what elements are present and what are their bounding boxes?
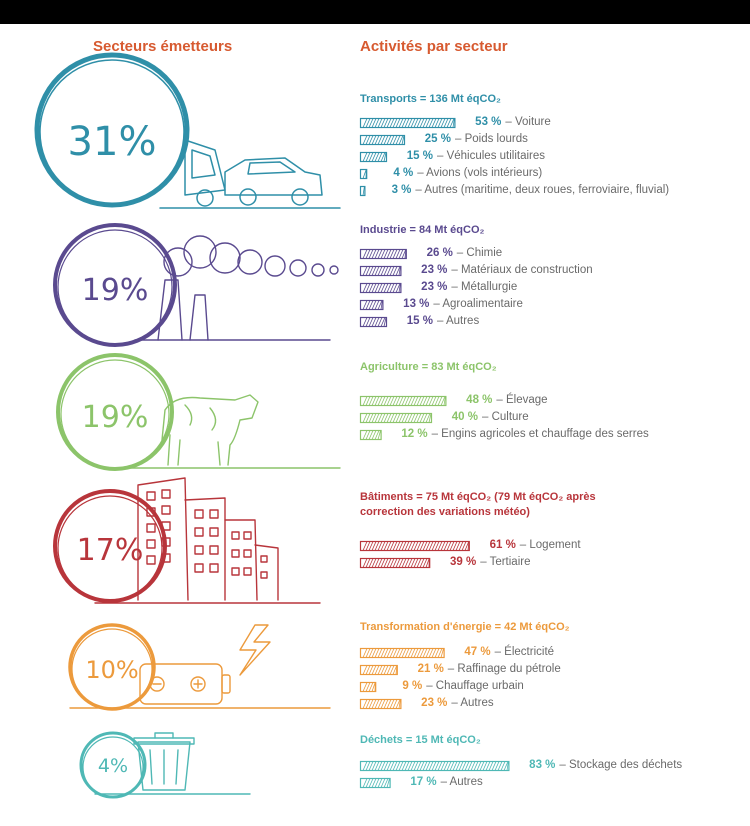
activity-percent: 83 % bbox=[529, 759, 556, 771]
activity-bar bbox=[360, 186, 365, 196]
activity-row bbox=[360, 555, 740, 572]
sector-title-batiments: Bâtiments = 75 Mt éqCO₂ (79 Mt éqCO₂ après correction des variations météo) bbox=[360, 491, 596, 518]
activity-row bbox=[360, 679, 740, 696]
sector-title-agriculture: Agriculture = 83 Mt éqCO₂ bbox=[360, 361, 497, 373]
activity-row bbox=[360, 166, 740, 183]
activity-row bbox=[360, 314, 740, 331]
activity-label: – Raffinage du pétrole bbox=[447, 663, 561, 675]
activity-percent: 47 % bbox=[464, 646, 491, 658]
activity-percent: 15 % bbox=[406, 315, 433, 327]
sector-industrie-illustration bbox=[55, 225, 338, 345]
sector-block-energie bbox=[360, 620, 740, 713]
sector-block-transports bbox=[360, 92, 740, 200]
activity-row bbox=[360, 758, 740, 775]
activity-list bbox=[360, 115, 740, 200]
activity-percent: 48 % bbox=[466, 394, 493, 406]
left-column-heading: Secteurs émetteurs bbox=[93, 38, 233, 55]
activity-bar bbox=[360, 152, 387, 162]
activity-row bbox=[360, 427, 740, 444]
activity-label: – Poids lourds bbox=[455, 133, 528, 145]
activity-row bbox=[360, 645, 740, 662]
activity-percent: 17 % bbox=[410, 776, 437, 788]
activity-label: – Autres bbox=[440, 776, 483, 788]
activity-percent: 61 % bbox=[489, 539, 516, 551]
activity-bar bbox=[360, 118, 455, 128]
activity-row bbox=[360, 263, 740, 280]
activity-label: – Élevage bbox=[496, 394, 548, 406]
activity-percent: 23 % bbox=[421, 697, 448, 709]
activity-percent: 39 % bbox=[449, 556, 477, 568]
activity-label: – Avions (vols intérieurs) bbox=[417, 167, 543, 179]
activity-row bbox=[360, 696, 740, 713]
activity-row bbox=[360, 662, 740, 679]
activity-list bbox=[360, 538, 740, 572]
activity-percent: 12 % bbox=[401, 428, 428, 440]
activity-percent: 15 % bbox=[406, 150, 433, 162]
activity-label: – Stockage des déchets bbox=[559, 759, 683, 771]
sector-agriculture-illustration bbox=[58, 355, 340, 469]
activity-bar bbox=[360, 665, 398, 675]
activity-row bbox=[360, 280, 740, 297]
activity-bar bbox=[360, 396, 446, 406]
activity-row bbox=[360, 393, 740, 410]
activity-label: – Chimie bbox=[456, 247, 503, 259]
sector-title-energie: Transformation d'énergie = 42 Mt éqCO₂ bbox=[360, 621, 570, 633]
sector-batiments-illustration bbox=[55, 478, 320, 603]
activity-percent: 25 % bbox=[424, 133, 451, 145]
activity-row bbox=[360, 132, 740, 149]
sector-title-dechets: Déchets = 15 Mt éqCO₂ bbox=[360, 734, 481, 746]
activity-bar bbox=[360, 266, 401, 276]
activity-bar bbox=[360, 169, 367, 179]
sector-block-dechets bbox=[360, 733, 740, 792]
activity-bar bbox=[360, 699, 401, 709]
activity-label: – Chauffage urbain bbox=[426, 680, 524, 692]
sector-share-industrie: 19% bbox=[81, 273, 149, 308]
activity-percent: 3 % bbox=[391, 184, 412, 196]
activity-bar bbox=[360, 430, 382, 440]
activity-label: – Engins agricoles et chauffage des serres bbox=[431, 428, 649, 440]
activity-row bbox=[360, 149, 740, 166]
sector-title-industrie: Industrie = 84 Mt éqCO₂ bbox=[360, 224, 485, 236]
activity-percent: 26 % bbox=[426, 247, 453, 259]
activity-bar bbox=[360, 249, 407, 259]
activity-row bbox=[360, 115, 740, 132]
activity-percent: 53 % bbox=[475, 116, 502, 128]
cow-icon bbox=[130, 395, 340, 468]
activity-percent: 4 % bbox=[393, 167, 414, 179]
truck-car-icon bbox=[160, 140, 340, 208]
activity-percent: 23 % bbox=[421, 281, 448, 293]
activity-label: – Autres (maritime, deux roues, ferroviaire, fluvial) bbox=[415, 184, 670, 196]
activity-list bbox=[360, 645, 740, 713]
activity-row bbox=[360, 775, 740, 792]
activity-row bbox=[360, 297, 740, 314]
activity-label: – Tertiaire bbox=[480, 556, 531, 568]
sector-energie-illustration bbox=[70, 625, 330, 709]
activity-bar bbox=[360, 135, 405, 145]
activity-label: – Culture bbox=[482, 411, 529, 423]
sector-block-industrie bbox=[360, 223, 740, 331]
sector-block-batiments bbox=[360, 490, 740, 572]
activity-row bbox=[360, 410, 740, 427]
activity-list bbox=[360, 758, 740, 792]
activity-percent: 21 % bbox=[417, 663, 444, 675]
activity-bar bbox=[360, 541, 470, 551]
right-column-heading: Activités par secteur bbox=[360, 38, 508, 55]
activity-label: – Électricité bbox=[494, 646, 555, 658]
sector-share-transports: 31% bbox=[67, 119, 157, 165]
sector-dechets-illustration bbox=[81, 733, 250, 797]
activity-bar bbox=[360, 317, 387, 327]
activity-label: – Véhicules utilitaires bbox=[437, 150, 546, 162]
activity-list bbox=[360, 246, 740, 331]
sector-share-agriculture: 19% bbox=[81, 400, 149, 435]
activity-bar bbox=[360, 761, 509, 771]
activity-bar bbox=[360, 682, 376, 692]
sector-title-transports: Transports = 136 Mt éqCO₂ bbox=[360, 93, 501, 105]
activity-percent: 9 % bbox=[402, 680, 423, 692]
activity-label: – Agroalimentaire bbox=[433, 298, 523, 310]
activity-row bbox=[360, 183, 740, 200]
activity-label: – Autres bbox=[451, 697, 494, 709]
activity-percent: 23 % bbox=[421, 264, 448, 276]
sector-transports-illustration bbox=[37, 55, 340, 208]
activity-label: – Logement bbox=[519, 539, 581, 551]
activity-bar bbox=[360, 283, 401, 293]
activity-label: – Voiture bbox=[505, 116, 551, 128]
activity-bar bbox=[360, 413, 432, 423]
activity-label: – Métallurgie bbox=[451, 281, 518, 293]
activity-bar bbox=[360, 300, 383, 310]
activity-bar bbox=[360, 558, 430, 568]
activity-percent: 13 % bbox=[403, 298, 430, 310]
activity-list bbox=[360, 393, 740, 444]
sector-block-agriculture bbox=[360, 360, 740, 444]
activity-bar bbox=[360, 778, 391, 788]
sector-share-batiments: 17% bbox=[76, 533, 144, 568]
activity-label: – Matériaux de construction bbox=[451, 264, 593, 276]
activity-row bbox=[360, 538, 740, 555]
activity-label: – Autres bbox=[437, 315, 480, 327]
activity-row bbox=[360, 246, 740, 263]
sector-share-energie: 10% bbox=[85, 656, 139, 684]
activity-percent: 40 % bbox=[451, 411, 478, 423]
activity-bar bbox=[360, 648, 445, 658]
sector-share-dechets: 4% bbox=[97, 755, 129, 777]
